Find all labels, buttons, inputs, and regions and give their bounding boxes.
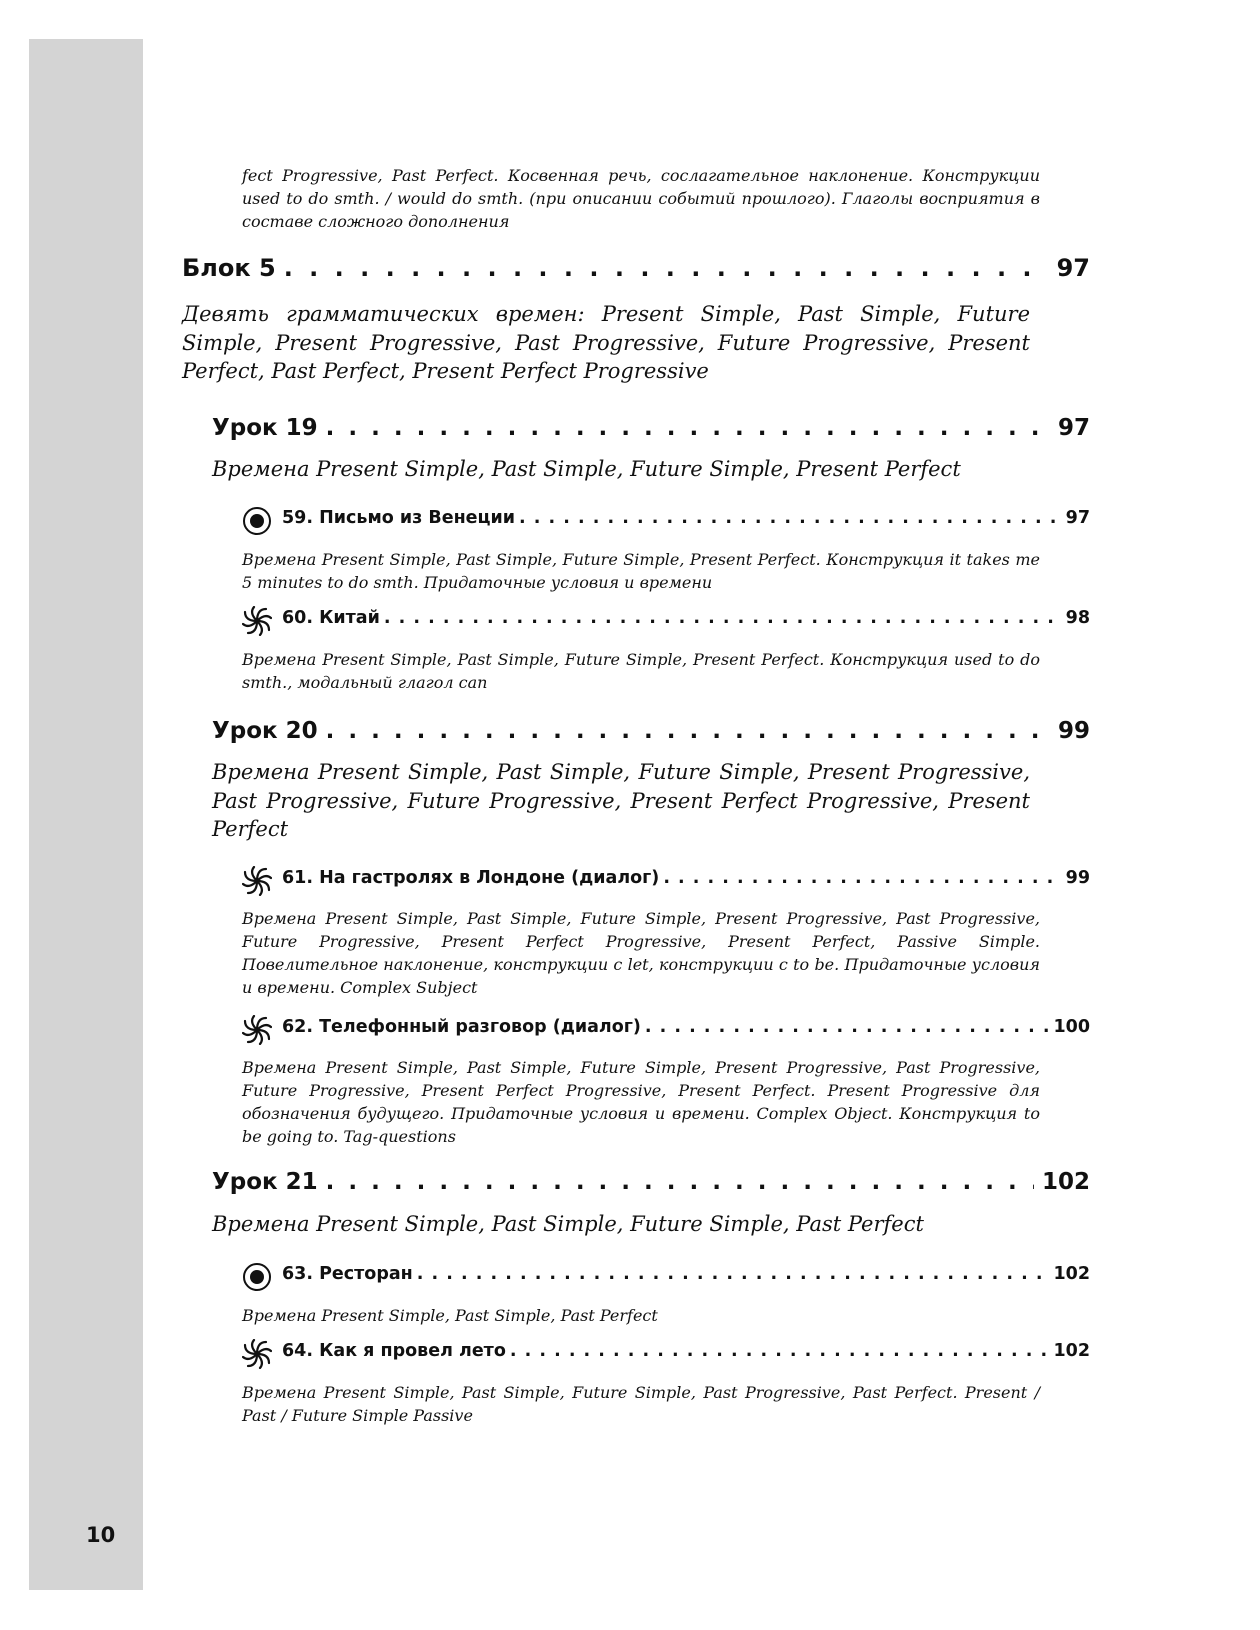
dot-leader	[417, 1264, 1050, 1284]
lesson-description: Времена Present Simple, Past Simple, Future Simple, Present Progressive, Past Progressive, Future Progressive, Present Perfect Progressive, Present Perfect	[212, 760, 1030, 841]
block-description: Девять грамматических времен: Present Simple, Past Simple, Future Simple, Present Progressive, Past Progressive, Future Progressive, Present Perfect, Past Perfect, Present Perfect Progressive	[182, 302, 1030, 383]
item-description: Времена Present Simple, Past Simple, Future Simple, Present Progressive, Past Progressive, Future Progressive, Present Perfect Progressive, Present Perfect, Passive Simple. Повелительное наклонение, конструкции с let, конструкции с to be. Придаточные условия и времени. Complex Subject	[242, 909, 1041, 997]
dot-leader	[510, 1341, 1050, 1361]
dot-leader	[663, 868, 1061, 888]
dot-leader	[284, 254, 1049, 282]
item-page: 99	[1065, 868, 1090, 888]
toc-lesson-19[interactable]	[212, 415, 1090, 441]
swirl-icon	[242, 1015, 272, 1045]
block-title: Блок 5	[182, 254, 276, 282]
item-page: 98	[1065, 608, 1090, 628]
dot-leader	[384, 608, 1062, 628]
item-title: 60. Китай	[282, 608, 380, 628]
lesson-title: Урок 19	[212, 415, 318, 441]
toc-item-63[interactable]	[242, 1259, 1090, 1289]
toc-item-59[interactable]	[242, 503, 1090, 533]
dot-leader	[326, 718, 1050, 744]
item-title: 59. Письмо из Венеции	[282, 508, 516, 528]
intro-text: fect Progressive, Past Perfect. Косвенная речь, сослагательное наклонение. Конструкции used to do smth. / would do smth. (при описании событий прошлого). Глаголы восприятия в составе сложного дополнения	[242, 166, 1040, 231]
toc-block-5[interactable]	[182, 254, 1090, 282]
item-page: 100	[1053, 1017, 1090, 1037]
audio-disc-icon	[242, 506, 272, 536]
swirl-icon	[242, 1339, 272, 1369]
item-description: Времена Present Simple, Past Simple, Future Simple, Present Progressive, Past Progressive, Future Progressive, Present Perfect Progressive, Present Perfect. Present Progressive для обозначения будущего. Придаточные условия и времени. Complex Object. Конструкция to be going to. Tag-questions	[242, 1058, 1040, 1146]
audio-disc-icon	[242, 1262, 272, 1292]
dot-leader	[645, 1017, 1050, 1037]
lesson-page: 102	[1041, 1169, 1090, 1195]
lesson-page: 97	[1057, 415, 1090, 441]
dot-leader	[326, 1169, 1034, 1195]
swirl-icon	[242, 606, 272, 636]
lesson-page: 99	[1057, 718, 1090, 744]
toc-item-61[interactable]	[242, 863, 1090, 893]
lesson-description: Времена Present Simple, Past Simple, Future Simple, Present Perfect	[212, 457, 961, 481]
block-page: 97	[1056, 254, 1090, 282]
dot-leader	[326, 415, 1050, 441]
item-page: 102	[1053, 1341, 1090, 1361]
item-description: Времена Present Simple, Past Simple, Future Simple, Present Perfect. Конструкция it takes me 5 minutes to do smth. Придаточные условия и времени	[242, 550, 1040, 592]
item-page: 97	[1065, 508, 1090, 528]
item-title: 61. На гастролях в Лондоне (диалог)	[282, 868, 660, 888]
item-description: Времена Present Simple, Past Simple, Future Simple, Past Progressive, Past Perfect. Present / Past / Future Simple Passive	[242, 1383, 1040, 1425]
toc-item-64[interactable]	[242, 1336, 1090, 1366]
page-number: 10	[86, 1523, 116, 1547]
item-title: 64. Как я провел лето	[282, 1341, 506, 1361]
swirl-icon	[242, 866, 272, 896]
item-title: 63. Ресторан	[282, 1264, 413, 1284]
lesson-title: Урок 20	[212, 718, 318, 744]
lesson-title: Урок 21	[212, 1169, 318, 1195]
toc-lesson-20[interactable]	[212, 718, 1090, 744]
toc-lesson-21[interactable]	[212, 1169, 1090, 1195]
toc-item-60[interactable]	[242, 603, 1090, 633]
side-strip	[29, 39, 143, 1590]
item-title: 62. Телефонный разговор (диалог)	[282, 1017, 641, 1037]
toc-item-62[interactable]	[242, 1012, 1090, 1042]
dot-leader	[519, 508, 1062, 528]
item-description: Времена Present Simple, Past Simple, Future Simple, Present Perfect. Конструкция used to do smth., модальный глагол can	[242, 650, 1040, 692]
item-description: Времена Present Simple, Past Simple, Past Perfect	[242, 1306, 658, 1325]
item-page: 102	[1053, 1264, 1090, 1284]
lesson-description: Времена Present Simple, Past Simple, Future Simple, Past Perfect	[212, 1212, 924, 1236]
